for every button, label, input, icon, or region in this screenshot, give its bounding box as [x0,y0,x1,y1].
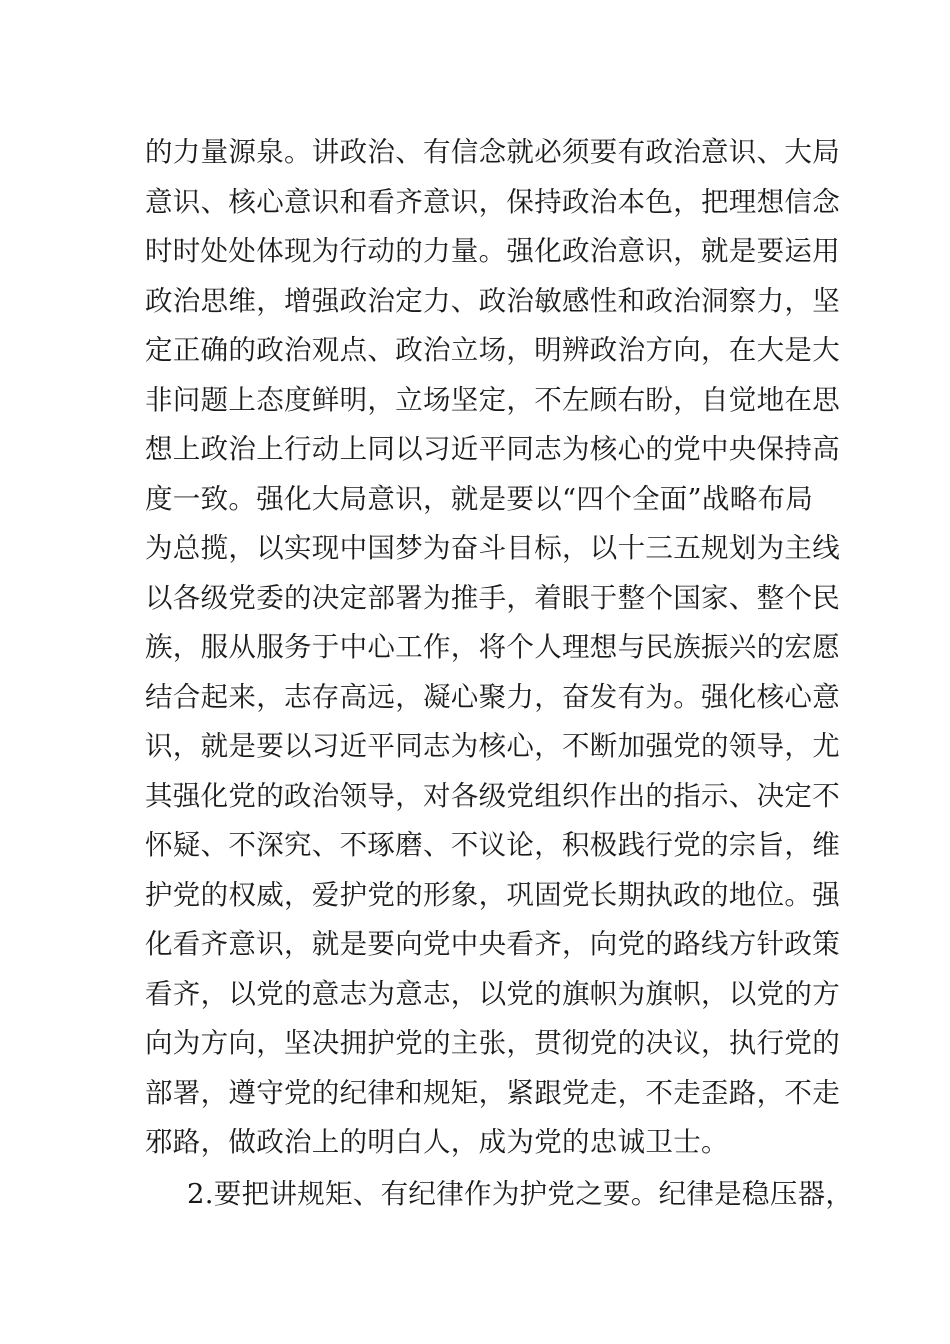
text-line: 非问题上态度鲜明，立场坚定，不左顾右盼，自觉地在思 [145,383,840,416]
text-line: 看齐，以党的意志为意志，以党的旗帜为旗帜，以党的方 [145,977,840,1010]
paragraph-heading-line: 2.要把讲规矩、有纪律作为护党之要。纪律是稳压器， [187,1177,854,1210]
text-line: 为总揽，以实现中国梦为奋斗目标，以十三五规划为主线 [145,532,840,564]
text-line: 度一致。强化大局意识，就是要以“四个全面”战略布局 [145,482,814,515]
text-line: 以各级党委的决定部署为推手，着眼于整个国家、整个民 [145,581,840,614]
text-line: 邪路，做政治上的明白人，成为党的忠诚卫士。 [145,1126,729,1158]
text-line: 意识、核心意识和看齐意识，保持政治本色，把理想信念 [145,185,840,218]
text-line: 族，服从服务于中心工作，将个人理想与民族振兴的宏愿 [145,631,840,663]
text-line: 其强化党的政治领导，对各级党组织作出的指示、决定不 [145,779,840,812]
text-line: 的力量源泉。讲政治、有信念就必须要有政治意识、大局 [145,136,840,168]
text-line: 化看齐意识，就是要向党中央看齐，向党的路线方针政策 [145,928,840,960]
text-line: 结合起来，志存高远，凝心聚力，奋发有为。强化核心意 [145,680,840,713]
text-line: 部署，遵守党的纪律和规矩，紧跟党走，不走歪路，不走 [145,1076,840,1109]
body-text [145,128,854,1219]
text-line: 政治思维，增强政治定力、政治敏感性和政治洞察力，坚 [145,284,840,317]
text-line: 定正确的政治观点、政治立场，明辨政治方向，在大是大 [145,334,840,366]
text-line: 想上政治上行动上同以习近平同志为核心的党中央保持高 [145,433,840,465]
text-line: 怀疑、不深究、不琢磨、不议论，积极践行党的宗旨，维 [145,829,840,861]
text-line: 护党的权威，爱护党的形象，巩固党长期执政的地位。强 [145,878,840,911]
text-line: 识，就是要以习近平同志为核心，不断加强党的领导，尤 [145,730,840,762]
text-line: 时时处处体现为行动的力量。强化政治意识，就是要运用 [145,235,840,267]
text-line: 向为方向，坚决拥护党的主张，贯彻党的决议，执行党的 [145,1027,840,1059]
